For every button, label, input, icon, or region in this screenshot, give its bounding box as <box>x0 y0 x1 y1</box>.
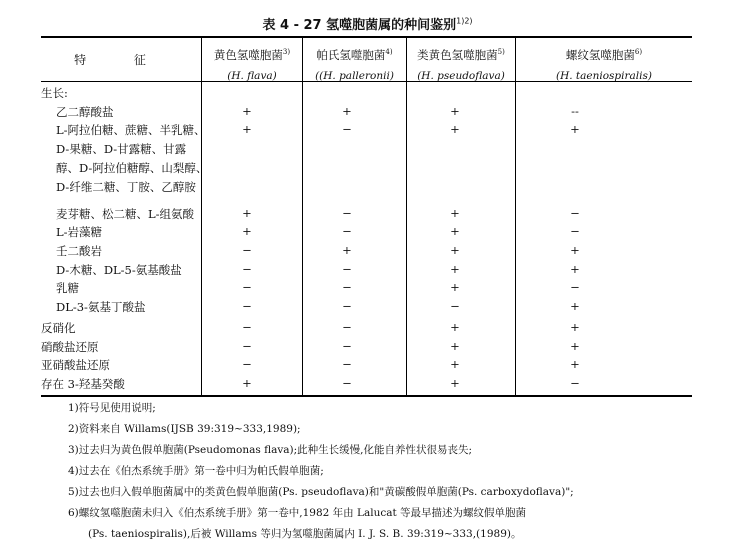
row-value-4: − <box>570 224 580 238</box>
row-value-2: − <box>342 357 352 371</box>
species-sup-4: 6) <box>634 48 643 56</box>
row-value-2: − <box>342 339 352 353</box>
row-label: 硝酸盐还原 <box>41 340 99 354</box>
row-value-2: − <box>342 206 352 220</box>
footnote-line: 3)过去归为黄色假单胞菌(Pseudomonas flava);此种生长缓慢,化能自养性状很易丧失; <box>68 444 473 456</box>
row-value-2: − <box>342 262 352 276</box>
species-sup-3: 5) <box>497 48 505 56</box>
row-value-1: + <box>242 206 252 220</box>
row-value-1: − <box>242 357 252 371</box>
row-value-3: − <box>450 299 460 313</box>
table-row <box>41 104 692 122</box>
row-value-3: + <box>450 357 460 371</box>
species-sci-2: ((H. palleronii) <box>315 69 394 82</box>
row-value-4: − <box>570 280 580 294</box>
row-value-3: + <box>450 320 460 334</box>
table-row <box>41 376 692 394</box>
row-value-3: + <box>450 339 460 353</box>
footnote-line: 1)符号见使用说明; <box>68 402 156 414</box>
table-row <box>41 280 692 298</box>
row-value-1: − <box>242 280 252 294</box>
footnote-line: 2)资料来自 Willams(IJSB 39:319~333,1989); <box>68 423 301 435</box>
row-value-4: -- <box>571 104 579 118</box>
row-value-1: + <box>242 224 252 238</box>
table-row <box>41 224 692 242</box>
table-row <box>41 243 692 261</box>
footnote-line: 6)螺纹氢噬胞菌未归入《伯杰系统手册》第一卷中,1982 年由 Lalucat 等最早描述为螺纹假单胞菌 <box>68 507 527 519</box>
row-value-3: + <box>450 243 460 257</box>
row-label: D-木糖、DL-5-氨基酸盐 <box>56 263 182 277</box>
row-label: 生长: <box>41 86 68 100</box>
row-value-4: + <box>570 299 580 313</box>
species-header-1 <box>202 44 302 84</box>
row-value-2: − <box>342 122 352 136</box>
feature-column-header: 特 征 <box>74 53 168 67</box>
table-row <box>41 85 692 103</box>
row-value-1: − <box>242 262 252 276</box>
row-value-1: + <box>242 122 252 136</box>
row-value-1: − <box>242 320 252 334</box>
species-name-1: 黄色氢噬胞菌 <box>213 47 283 62</box>
row-value-2: + <box>342 243 352 257</box>
table-row <box>41 160 692 178</box>
table-title-text: 表 4 - 27 氢噬胞菌属的种间鉴别 <box>262 18 457 33</box>
row-value-4: + <box>570 320 580 334</box>
row-value-2: − <box>342 280 352 294</box>
row-value-1: + <box>242 104 252 118</box>
row-value-3: + <box>450 376 460 390</box>
species-name-2: 帕氏氢噬胞菌 <box>316 47 386 62</box>
row-label: 存在 3-羟基癸酸 <box>41 377 125 391</box>
row-label: 反硝化 <box>41 321 76 335</box>
species-name-4: 螺纹氢噬胞菌 <box>565 47 635 62</box>
row-value-4: − <box>570 376 580 390</box>
species-header-3 <box>407 44 515 84</box>
table-title <box>0 14 735 33</box>
table-row <box>41 299 692 317</box>
row-label: 麦芽糖、松二糖、L-组氨酸 <box>56 207 195 221</box>
row-label: D-果糖、D-甘露糖、甘露 <box>56 142 187 156</box>
row-value-4: + <box>570 243 580 257</box>
row-label: DL-3-氨基丁酸盐 <box>56 300 146 314</box>
table-top-rule <box>41 36 692 38</box>
row-label: D-纤维二糖、丁胺、乙醇胺 <box>56 180 196 194</box>
row-value-1: − <box>242 339 252 353</box>
row-value-1: − <box>242 299 252 313</box>
species-sup-2: 4) <box>385 48 393 56</box>
species-sci-4: (H. taeniospiralis) <box>555 69 652 82</box>
row-value-2: − <box>342 224 352 238</box>
species-sup-1: 3) <box>282 48 291 56</box>
footnote-line: 4)过去在《伯杰系统手册》第一卷中归为帕氏假单胞菌; <box>68 465 324 477</box>
row-value-3: + <box>450 104 460 118</box>
row-label: 乳糖 <box>56 281 79 295</box>
species-sci-3: (H. pseudoflava) <box>417 69 505 82</box>
table-row <box>41 206 692 224</box>
footnote-line: (Ps. taeniospiralis),后被 Willams 等归为氢噬胞菌属内 I. J. S. B. 39:319~333,(1989)。 <box>88 528 522 540</box>
species-header-4 <box>516 44 692 84</box>
table-title-sup: 1)2) <box>456 16 473 26</box>
row-value-4: + <box>570 339 580 353</box>
row-value-2: − <box>342 320 352 334</box>
row-label: L-岩藻糖 <box>56 225 103 239</box>
row-label: 亚硝酸盐还原 <box>41 358 110 372</box>
table-row <box>41 320 692 338</box>
row-value-3: + <box>450 280 460 294</box>
row-value-4: + <box>570 122 580 136</box>
table-row <box>41 122 692 140</box>
table-row <box>41 357 692 375</box>
row-value-1: + <box>242 376 252 390</box>
row-value-3: + <box>450 206 460 220</box>
footnote-line: 5)过去也归入假单胞菌属中的类黄色假单胞菌(Ps. pseudoflava)和"黄碳酸假单胞菌(Ps. carboxydoflava)"; <box>68 486 574 498</box>
row-value-2: − <box>342 299 352 313</box>
row-value-4: + <box>570 357 580 371</box>
row-label: 乙二醇酸盐 <box>56 105 114 119</box>
row-value-3: + <box>450 262 460 276</box>
species-name-3: 类黄色氢噬胞菌 <box>417 47 498 62</box>
row-value-4: + <box>570 262 580 276</box>
row-value-3: + <box>450 122 460 136</box>
row-value-4: − <box>570 206 580 220</box>
species-sci-1: (H. flava) <box>227 69 277 82</box>
table-row <box>41 339 692 357</box>
row-label: L-阿拉伯糖、蔗糖、半乳糖、 <box>56 123 206 137</box>
row-label: 壬二酸岩 <box>56 244 102 258</box>
row-value-2: + <box>342 104 352 118</box>
table-row <box>41 179 692 197</box>
table-row <box>41 141 692 159</box>
row-value-3: + <box>450 224 460 238</box>
row-label: 醇、D-阿拉伯糖醇、山梨醇、 <box>56 161 208 175</box>
row-value-1: − <box>242 243 252 257</box>
table-row <box>41 262 692 280</box>
species-header-2 <box>303 44 406 84</box>
row-value-2: − <box>342 376 352 390</box>
table-bottom-rule <box>41 395 692 397</box>
